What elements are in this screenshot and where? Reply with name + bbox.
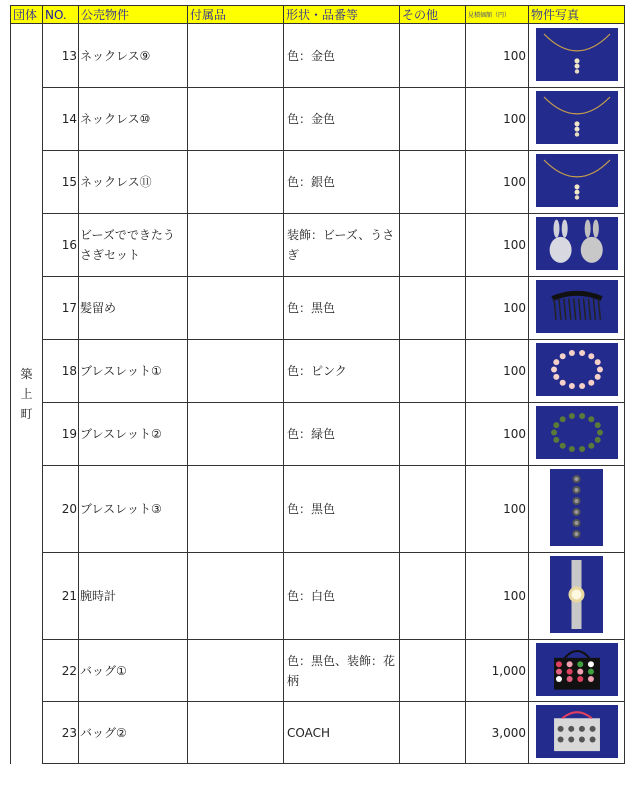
- auction-item-table: [10, 5, 625, 764]
- item-other: [400, 702, 466, 764]
- item-name: ブレスレット③: [79, 466, 188, 553]
- item-shape: 色：黒色: [284, 466, 400, 553]
- header-org: 団体: [11, 6, 43, 24]
- item-accessory: [188, 553, 284, 640]
- item-price: 1,000: [466, 640, 529, 702]
- table-row: [11, 88, 625, 151]
- item-photo: [536, 705, 618, 758]
- header-row: [11, 6, 625, 24]
- item-other: [400, 214, 466, 277]
- item-price: 100: [466, 553, 529, 640]
- item-name: ブレスレット②: [79, 403, 188, 466]
- table-row: [11, 702, 625, 764]
- item-other: [400, 24, 466, 88]
- item-photo: [536, 154, 618, 207]
- item-name: 腕時計: [79, 553, 188, 640]
- item-number: 15: [43, 151, 79, 214]
- item-accessory: [188, 151, 284, 214]
- organization-cell: [11, 24, 43, 764]
- item-number: 17: [43, 277, 79, 340]
- item-photo-cell: [529, 214, 625, 277]
- item-accessory: [188, 403, 284, 466]
- item-number: 21: [43, 553, 79, 640]
- item-price: 100: [466, 24, 529, 88]
- item-photo: [536, 406, 618, 459]
- item-price: 100: [466, 151, 529, 214]
- item-number: 18: [43, 340, 79, 403]
- table-row: [11, 466, 625, 553]
- item-photo: [536, 343, 618, 396]
- item-photo-cell: [529, 702, 625, 764]
- item-accessory: [188, 702, 284, 764]
- header-photo: 物件写真: [529, 6, 625, 24]
- header-shape: 形状・品番等: [284, 6, 400, 24]
- item-photo-cell: [529, 466, 625, 553]
- header-estimate: 見積価額（円）: [466, 6, 529, 24]
- table-row: [11, 214, 625, 277]
- item-shape: 色：金色: [284, 88, 400, 151]
- item-photo-cell: [529, 553, 625, 640]
- item-photo-cell: [529, 277, 625, 340]
- item-photo: [536, 217, 618, 270]
- item-other: [400, 88, 466, 151]
- table-row: [11, 24, 625, 88]
- item-shape: 色：黒色、装飾：花柄: [284, 640, 400, 702]
- item-name: ブレスレット①: [79, 340, 188, 403]
- item-photo: [536, 28, 618, 81]
- item-name: ネックレス⑪: [79, 151, 188, 214]
- item-accessory: [188, 277, 284, 340]
- item-photo-cell: [529, 640, 625, 702]
- item-number: 19: [43, 403, 79, 466]
- item-shape: 色：銀色: [284, 151, 400, 214]
- item-name: ネックレス⑩: [79, 88, 188, 151]
- item-other: [400, 640, 466, 702]
- item-price: 100: [466, 403, 529, 466]
- item-other: [400, 466, 466, 553]
- item-photo-cell: [529, 24, 625, 88]
- item-photo: [536, 91, 618, 144]
- item-other: [400, 277, 466, 340]
- item-shape: 装飾：ビーズ、うさぎ: [284, 214, 400, 277]
- item-accessory: [188, 88, 284, 151]
- table-row: [11, 640, 625, 702]
- item-number: 14: [43, 88, 79, 151]
- item-name: ビーズでできたうさぎセット: [79, 214, 188, 277]
- organization-name: 築 上 町: [20, 366, 33, 421]
- item-other: [400, 553, 466, 640]
- table-row: [11, 277, 625, 340]
- item-price: 100: [466, 340, 529, 403]
- table-row: [11, 151, 625, 214]
- item-price: 100: [466, 277, 529, 340]
- item-other: [400, 151, 466, 214]
- item-photo: [536, 643, 618, 696]
- item-number: 23: [43, 702, 79, 764]
- header-item: 公売物件: [79, 6, 188, 24]
- item-photo-cell: [529, 403, 625, 466]
- item-accessory: [188, 640, 284, 702]
- item-accessory: [188, 340, 284, 403]
- header-other: その他: [400, 6, 466, 24]
- table-row: [11, 340, 625, 403]
- item-shape: 色：白色: [284, 553, 400, 640]
- item-photo-cell: [529, 151, 625, 214]
- item-number: 16: [43, 214, 79, 277]
- item-shape: 色：黒色: [284, 277, 400, 340]
- item-number: 20: [43, 466, 79, 553]
- item-shape: 色：緑色: [284, 403, 400, 466]
- item-photo-cell: [529, 88, 625, 151]
- item-name: バッグ①: [79, 640, 188, 702]
- item-photo: [550, 469, 603, 546]
- item-photo: [536, 280, 618, 333]
- item-other: [400, 340, 466, 403]
- item-shape: 色：ピンク: [284, 340, 400, 403]
- item-accessory: [188, 466, 284, 553]
- item-shape: COACH: [284, 702, 400, 764]
- item-price: 100: [466, 214, 529, 277]
- table-row: [11, 403, 625, 466]
- item-shape: 色：金色: [284, 24, 400, 88]
- item-name: バッグ②: [79, 702, 188, 764]
- item-photo-cell: [529, 340, 625, 403]
- item-photo: [550, 556, 603, 633]
- item-price: 100: [466, 466, 529, 553]
- item-accessory: [188, 24, 284, 88]
- item-price: 100: [466, 88, 529, 151]
- item-number: 22: [43, 640, 79, 702]
- table-row: [11, 553, 625, 640]
- item-name: 髪留め: [79, 277, 188, 340]
- item-accessory: [188, 214, 284, 277]
- item-other: [400, 403, 466, 466]
- item-price: 3,000: [466, 702, 529, 764]
- item-name: ネックレス⑨: [79, 24, 188, 88]
- header-accessory: 付属品: [188, 6, 284, 24]
- header-no: NO.: [43, 6, 79, 24]
- item-number: 13: [43, 24, 79, 88]
